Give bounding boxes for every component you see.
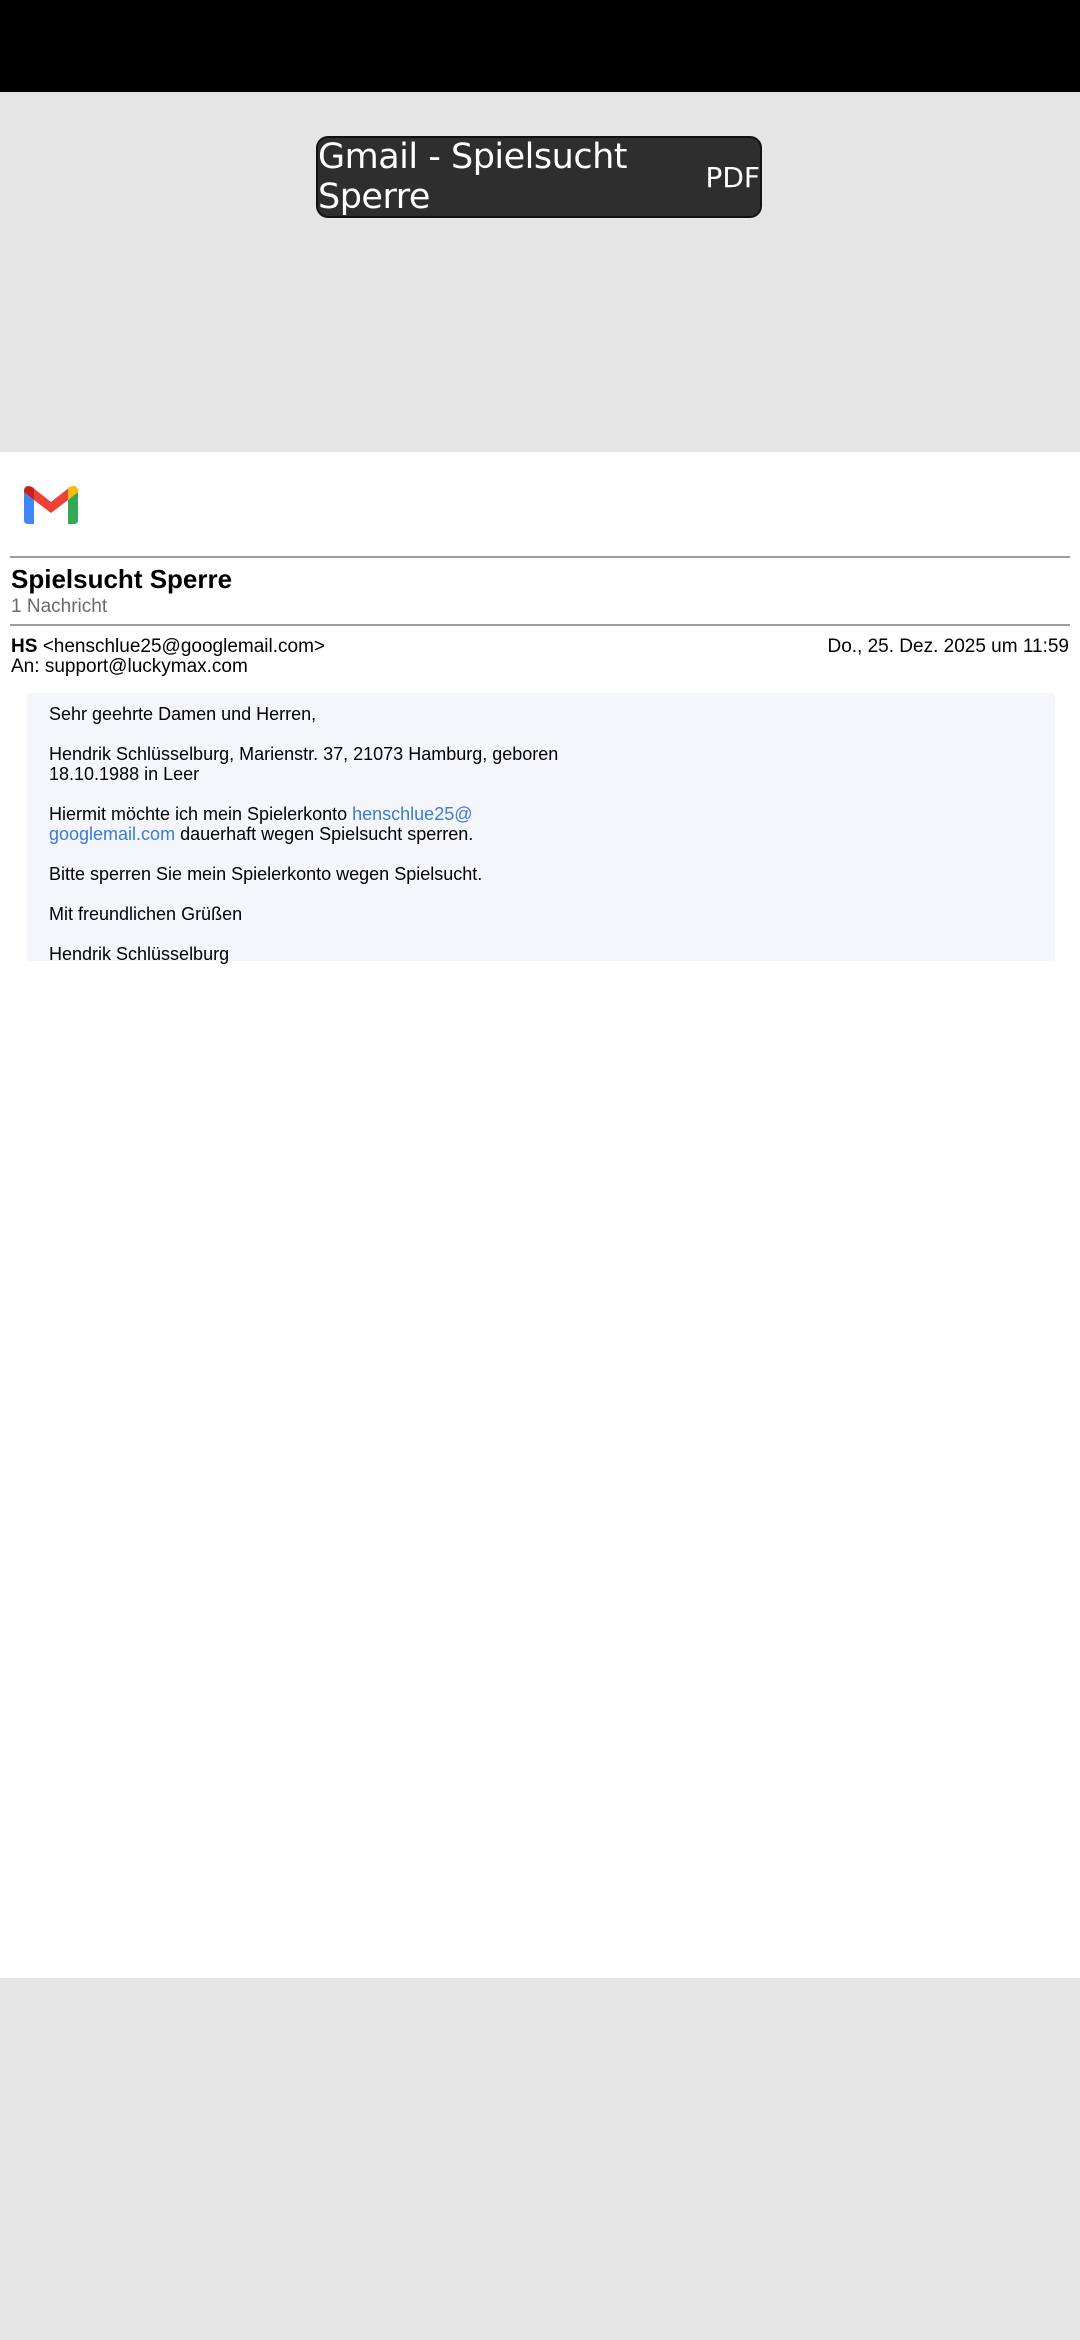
request-prefix: Hiermit möchte ich mein Spielerkonto — [49, 804, 353, 824]
pdf-page — [0, 452, 1080, 1978]
account-email-link-part-1[interactable]: henschlue25@ — [352, 804, 473, 824]
greeting: Sehr geehrte Damen und Herren, — [49, 704, 317, 724]
status-bar — [0, 0, 1080, 92]
gmail-icon — [20, 474, 82, 534]
recipient-address: support@luckymax.com — [44, 656, 248, 677]
account-email-link-part-2[interactable]: googlemail.com — [49, 824, 176, 844]
to-label: An: — [11, 656, 40, 677]
subject-divider — [10, 624, 1070, 626]
address-line-1: Hendrik Schlüsselburg, Marienstr. 37, 21073 Hamburg, geboren — [49, 744, 559, 764]
document-title: Gmail - Spielsucht Sperre — [318, 137, 627, 217]
request-paragraph — [49, 804, 649, 844]
sender-email: <henschlue25@googlemail.com> — [42, 636, 325, 657]
email-date: Do., 25. Dez. 2025 um 11:59 — [827, 636, 1069, 657]
document-title-badge[interactable] — [316, 136, 762, 218]
please-paragraph: Bitte sperren Sie mein Spielerkonto wegen Spielsucht. — [49, 864, 483, 884]
signature: Hendrik Schlüsselburg — [49, 944, 230, 964]
sender-name: HS — [11, 636, 38, 657]
recipient-line — [11, 656, 248, 678]
email-subject: Spielsucht Sperre — [11, 564, 233, 594]
closing: Mit freundlichen Grüßen — [49, 904, 243, 924]
email-body-text — [49, 704, 649, 984]
email-body — [27, 693, 1055, 964]
viewer-footer-area — [0, 1978, 1080, 2340]
sender-line — [11, 636, 325, 658]
header-divider — [10, 556, 1070, 558]
request-suffix: dauerhaft wegen Spielsucht sperren. — [175, 824, 474, 844]
address-paragraph — [49, 744, 649, 784]
message-count: 1 Nachricht — [11, 596, 108, 617]
document-type-label: PDF — [705, 160, 760, 194]
address-line-2: 18.10.1988 in Leer — [49, 764, 200, 784]
